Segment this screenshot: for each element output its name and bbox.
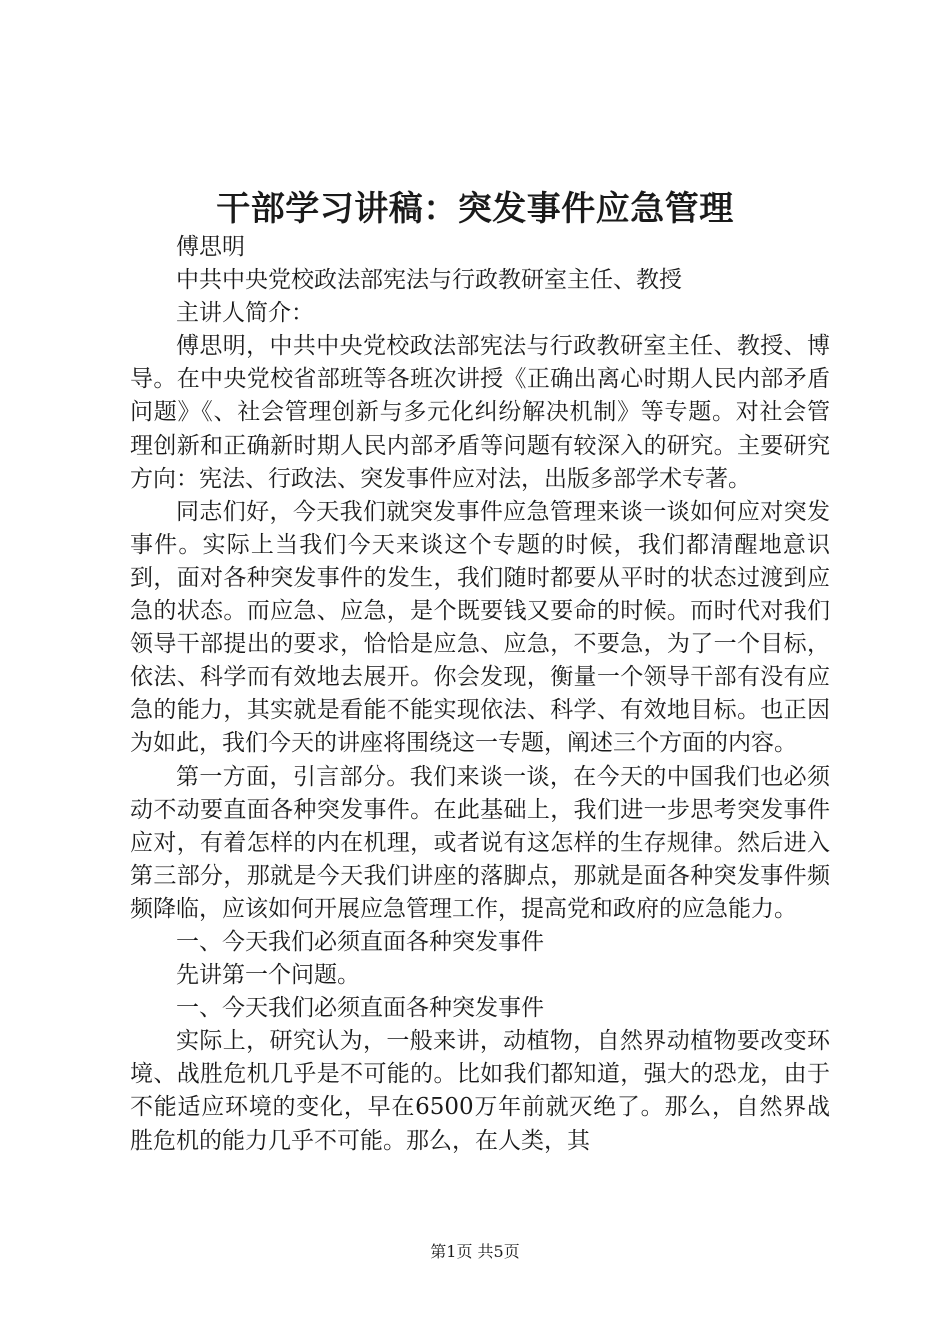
- section-heading: 一、今天我们必须直面各种突发事件: [176, 928, 544, 955]
- author-name: 傅思明: [176, 234, 245, 260]
- document-body: [130, 231, 830, 1158]
- author-affiliation: 中共中央党校政法部宪法与行政教研室主任、教授: [176, 267, 682, 294]
- paragraph-opening: 同志们好，今天我们就突发事件应急管理来谈一谈如何应对突发事件。实际上当我们今天来谈这个专题的时候，我们都清醒地意识到，面对各种突发事件的发生，我们随时都要从平时的状态过渡到应急的状态。而应急、应急，是个既要钱又要命的时候。而时代对我们领导干部提出的要求，恰恰是应急、应急，不要急，为了一个目标，依法、科学而有效地去展开。你会发现，衡量一个领导干部有没有应急的能力，其实就是看能不能实现依法、科学、有效地目标。也正因为如此，我们今天的讲座将围绕这一专题，阐述三个方面的内容。: [130, 498, 830, 757]
- page-footer: 第1页 共5页: [430, 1242, 520, 1261]
- paragraph-transition: 先讲第一个问题。: [176, 962, 360, 989]
- paragraph-section-one: 实际上，研究认为，一般来讲，动植物，自然界动植物要改变环境、战胜危机几乎是不可能的。比如我们都知道，强大的恐龙，由于不能适应环境的变化，早在6500万年前就灭绝了。那么，自然界战胜危机的能力几乎不可能。那么，在人类，其: [130, 1028, 830, 1154]
- paragraph-speaker-bio: 傅思明，中共中央党校政法部宪法与行政教研室主任、教授、博导。在中央党校省部班等各班次讲授《正确出离心时期人民内部矛盾问题》《、社会管理创新与多元化纠纷解决机制》等专题。对社会管理创新和正确新时期人民内部矛盾等问题有较深入的研究。主要研究方向：宪法、行政法、突发事件应对法，出版多部学术专著。: [130, 333, 830, 492]
- paragraph-outline: 第一方面，引言部分。我们来谈一谈，在今天的中国我们也必须动不动要直面各种突发事件。在此基础上，我们进一步思考突发事件应对，有着怎样的内在机理，或者说有这怎样的生存规律。然后进入第三部分，那就是今天我们讲座的落脚点，那就是面各种突发事件频频降临，应该如何开展应急管理工作，提高党和政府的应急能力。: [130, 763, 830, 922]
- page-title: 干部学习讲稿：突发事件应急管理: [216, 189, 734, 229]
- section-heading-repeat: 一、今天我们必须直面各种突发事件: [176, 995, 544, 1022]
- intro-heading: 主讲人简介：: [176, 300, 314, 327]
